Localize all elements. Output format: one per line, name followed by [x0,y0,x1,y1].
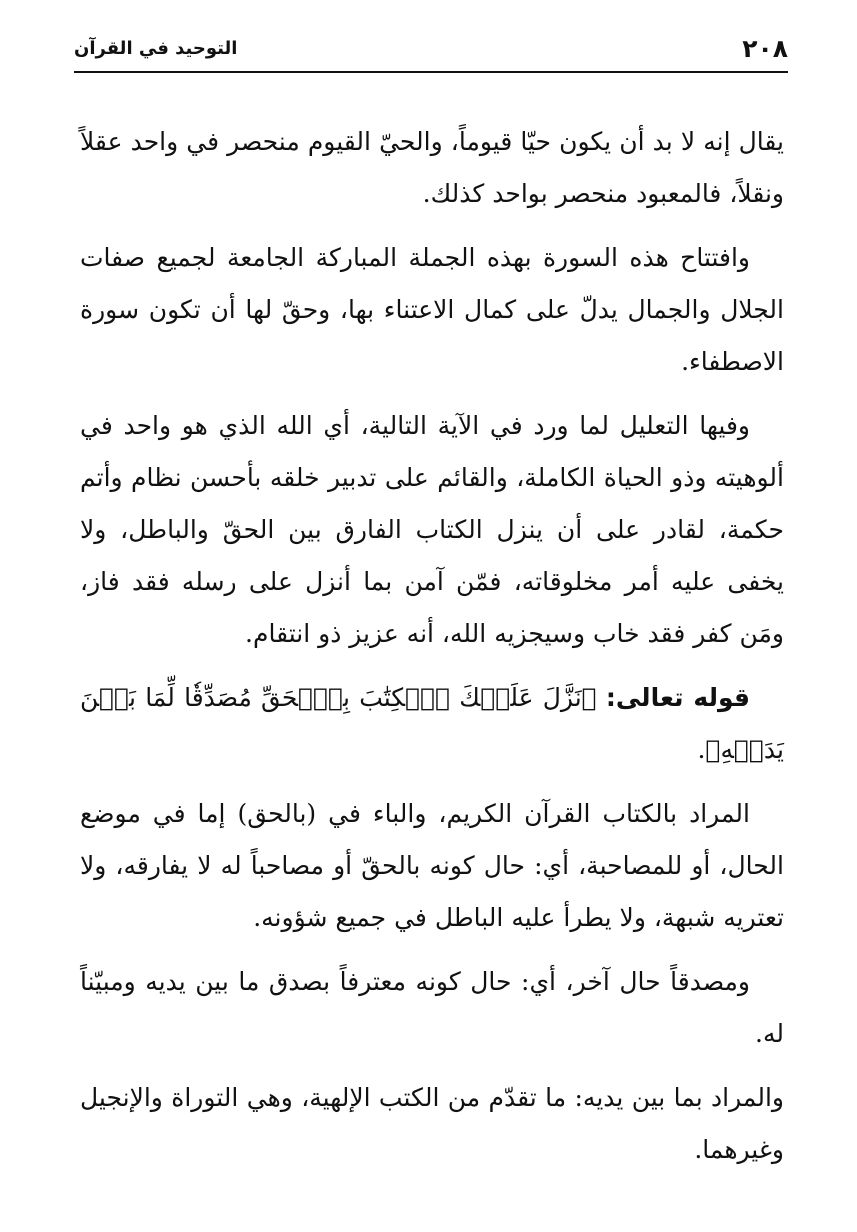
header-divider [74,71,788,73]
verse-end: . [697,735,706,764]
paragraph-3: وفيها التعليل لما ورد في الآية التالية، أي الله الذي هو واحد في ألوهيته وذو الحياة الكاملة، والقائم على تدبير خلقه بأحسن نظام وأتم حكمة، لقادر على أن ينزل الكتاب الفارق بين الحقّ والباطل، ولا يخفى عليه أمر مخلوقاته، فمّن آمن بما أنزل على رسله فقد فاز، ومَن كفر فقد خاب وسيجزيه الله، أنه عزيز ذو انتقام. [80,411,784,648]
quran-verse: ﴿نَزَّلَ عَلَيۡكَ ٱلۡكِتَٰبَ بِٱلۡحَقِّ مُصَدِّقٗا لِّمَا بَيۡنَ يَدَيۡهِ﴾ [80,683,784,764]
paragraph-2: وافتتاح هذه السورة بهذه الجملة المباركة الجامعة لجميع صفات الجلال والجمال يدلّ على كمال الاعتناء بها، وحقّ لها أن تكون سورة الاصطفاء. [80,243,784,376]
paragraph-1: يقال إنه لا بد أن يكون حيّا قيوماً، والحيّ القيوم منحصر في واحد عقلاً ونقلاً، فالمعبود منحصر بواحد كذلك. [80,127,785,208]
paragraph-4: المراد بالكتاب القرآن الكريم، والباء في (بالحق) إما في موضع الحال، أو للمصاحبة، أي: حال كونه بالحقّ أو مصاحباً له لا يفارقه، ولا تعتريه شبهة، ولا يطرأ عليه الباطل في جميع شؤونه. [80,799,784,932]
body-text [80,116,784,1188]
running-title: التوحيد في القرآن [74,38,238,59]
paragraph-6: والمراد بما بين يديه: ما تقدّم من الكتب الإلهية، وهي التوراة والإنجيل وغيرهما. [80,1083,784,1164]
paragraph-5: ومصدقاً حال آخر، أي: حال كونه معترفاً بصدق ما بين يديه ومبيّناً له. [80,967,784,1048]
verse-line [80,672,784,776]
page-header [74,32,788,72]
verse-label: قوله تعالى: [605,683,751,712]
page-number: ٢٠٨ [742,34,788,63]
